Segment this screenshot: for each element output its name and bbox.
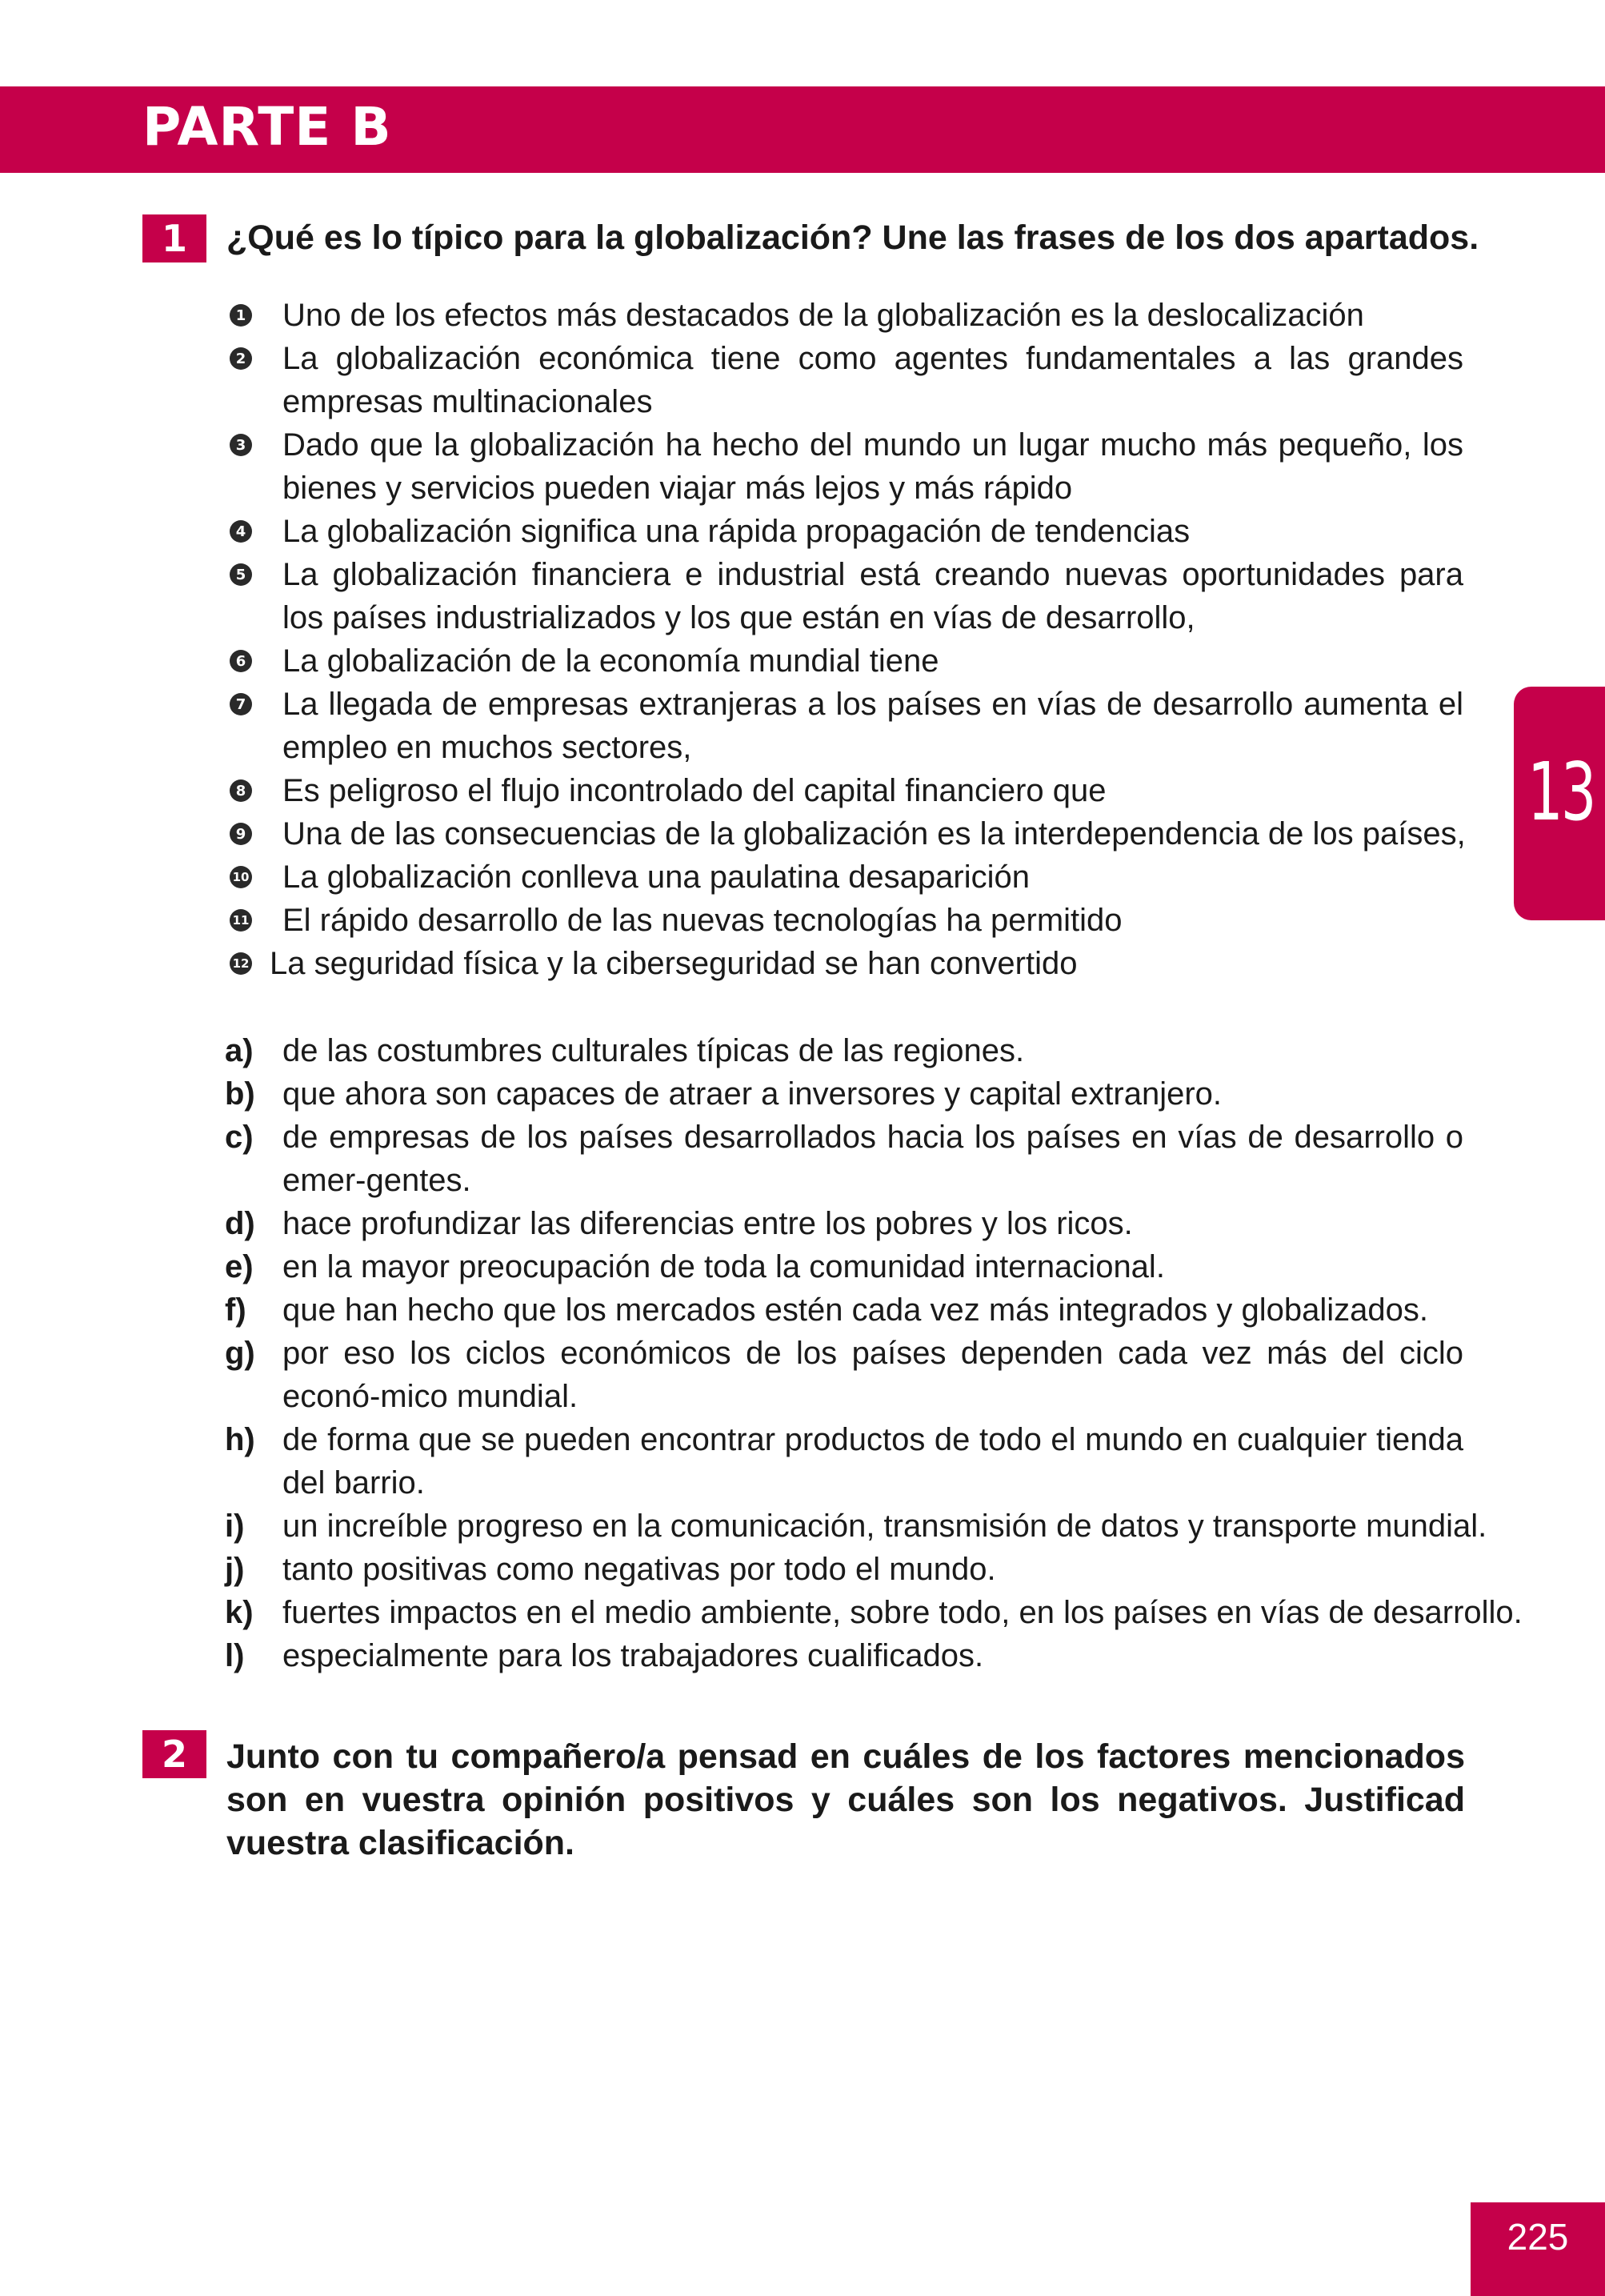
item-text: fuertes impactos en el medio ambiente, sobre todo, en los países en vías de desarrollo. (282, 1595, 1523, 1630)
exercise-1-badge: 1 (142, 214, 206, 262)
letter-label: e) (225, 1249, 254, 1284)
item-text: El rápido desarrollo de las nuevas tecnologías ha permitido (282, 903, 1123, 938)
item-text: La globalización económica tiene como agentes fundamentales a las grandes empresas multinacionales (282, 341, 1463, 419)
number-marker: 2 (230, 347, 252, 370)
item-text: La globalización significa una rápida propagación de tendencias (282, 514, 1191, 549)
item-text: de empresas de los países desarrollados hacia los países en vías de desarrollo o emer-gentes. (282, 1120, 1463, 1198)
unit-number: 13 (1527, 745, 1595, 839)
letter-label: g) (225, 1336, 255, 1371)
number-marker: 11 (230, 909, 252, 932)
item-text: Es peligroso el flujo incontrolado del capital financiero que (282, 773, 1107, 808)
item-text: Dado que la globalización ha hecho del mundo un lugar mucho más pequeño, los bienes y servicios pueden viajar más lejos y más rápido (282, 427, 1463, 506)
letter-label: a) (225, 1033, 254, 1068)
item-text: La globalización conlleva una paulatina desaparición (282, 859, 1031, 895)
letter-label: c) (225, 1120, 254, 1155)
number-marker: 4 (230, 520, 252, 543)
exercise-2-title: Junto con tu compañero/a pensad en cuáles de los factores mencionados son en vuestra opinión positivos y cuáles son los negativos. Justificad vuestra clasificación. (226, 1737, 1465, 1862)
item-text: un increíble progreso en la comunicación, transmisión de datos y transporte mundial. (282, 1509, 1487, 1544)
item-text: La llegada de empresas extranjeras a los países en vías de desarrollo aumenta el empleo en muchos sectores, (282, 687, 1463, 765)
section-title: PARTE B (142, 96, 392, 158)
number-marker: 9 (230, 823, 252, 845)
item-text: Una de las consecuencias de la globalización es la interdependencia de los países, (282, 816, 1466, 851)
item-text: de forma que se pueden encontrar productos de todo el mundo en cualquier tienda del barrio. (282, 1422, 1463, 1501)
item-text: que han hecho que los mercados estén cada vez más integrados y globalizados. (282, 1292, 1429, 1328)
item-text: que ahora son capaces de atraer a inversores y capital extranjero. (282, 1076, 1223, 1112)
letter-label: d) (225, 1206, 255, 1241)
exercise-1-title: ¿Qué es lo típico para la globalización? Une las frases de los dos apartados. (226, 218, 1479, 257)
letter-label: h) (225, 1422, 255, 1457)
letter-label: k) (225, 1595, 254, 1630)
item-text: La globalización de la economía mundial tiene (282, 643, 939, 679)
exercise-2-badge: 2 (142, 1730, 206, 1778)
item-text: hace profundizar las diferencias entre los pobres y los ricos. (282, 1206, 1133, 1241)
item-text: de las costumbres culturales típicas de las regiones. (282, 1033, 1025, 1068)
letter-label: i) (225, 1509, 245, 1544)
number-marker: 5 (230, 563, 252, 586)
item-text: La seguridad física y la ciberseguridad se han convertido (270, 946, 1078, 981)
number-marker: 7 (230, 693, 252, 715)
number-marker: 3 (230, 434, 252, 456)
number-marker: 1 (230, 304, 252, 327)
number-marker: 6 (230, 650, 252, 672)
number-marker: 10 (230, 866, 252, 888)
letter-label: l) (225, 1638, 245, 1673)
item-text: Uno de los efectos más destacados de la globalización es la deslocalización (282, 298, 1364, 333)
letter-label: j) (225, 1552, 245, 1587)
page-number: 225 (1507, 2216, 1569, 2258)
item-text: especialmente para los trabajadores cualificados. (282, 1638, 984, 1673)
letter-label: f) (225, 1292, 246, 1328)
item-text: La globalización financiera e industrial está creando nuevas oportunidades para los países industrializados y los que están en vías de desarrollo, (282, 557, 1463, 635)
letter-label: b) (225, 1076, 255, 1112)
item-text: por eso los ciclos económicos de los países dependen cada vez más del ciclo econó-mico mundial. (282, 1336, 1463, 1414)
number-marker: 12 (230, 952, 252, 975)
item-text: en la mayor preocupación de toda la comunidad internacional. (282, 1249, 1165, 1284)
item-text: tanto positivas como negativas por todo el mundo. (282, 1552, 996, 1587)
number-marker: 8 (230, 779, 252, 802)
